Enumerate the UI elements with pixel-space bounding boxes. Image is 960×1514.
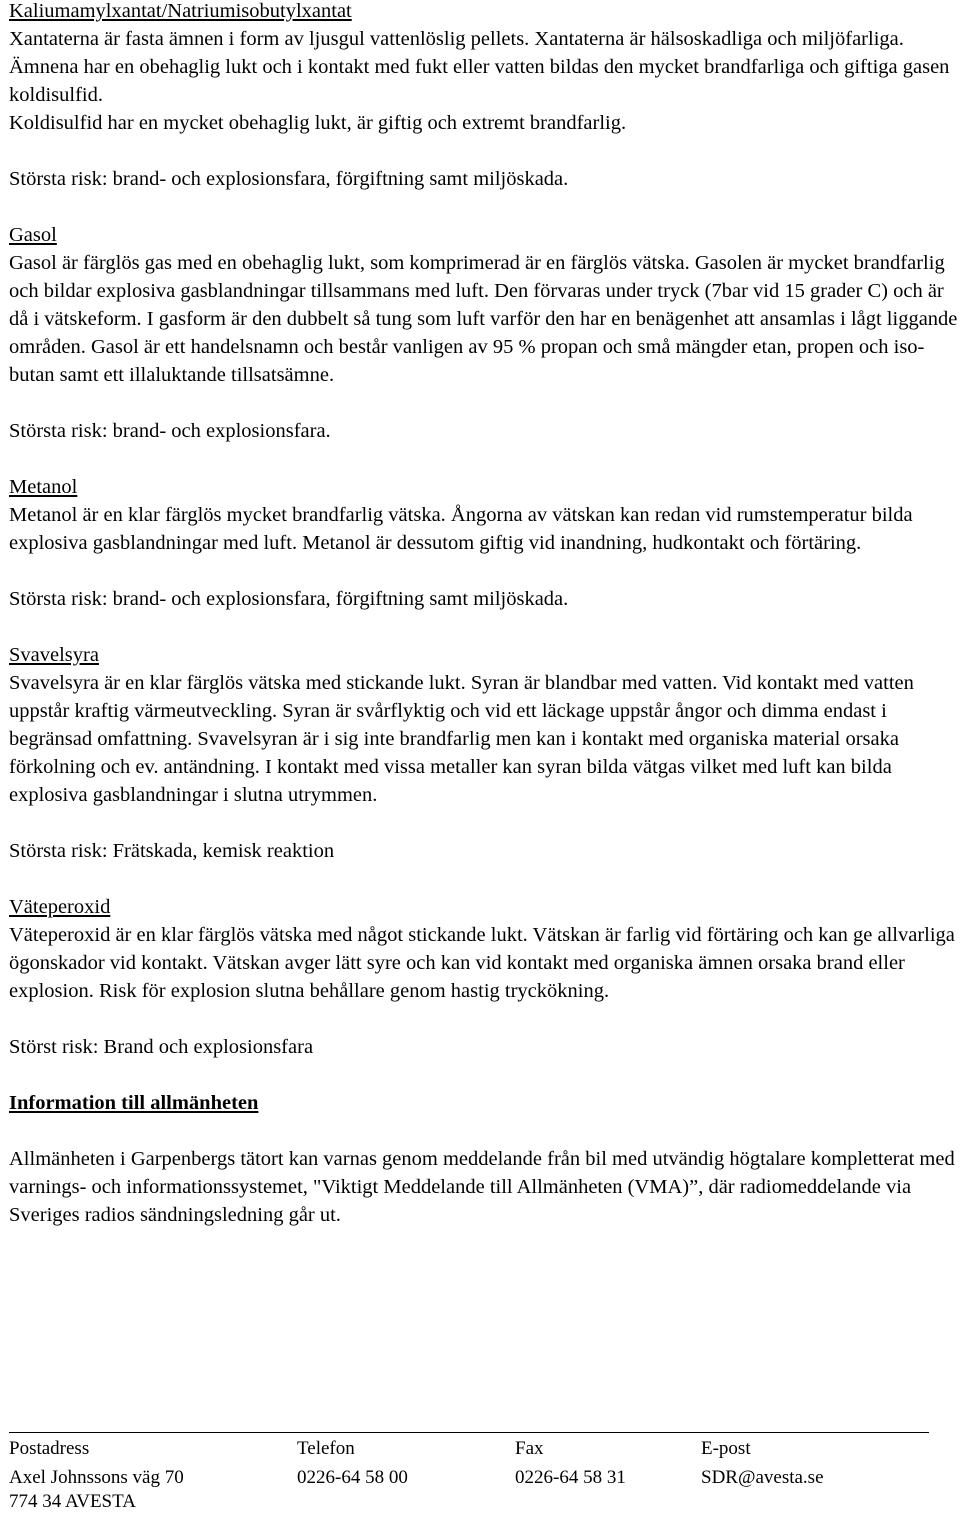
footer-postal: 774 34 AVESTA: [9, 1491, 136, 1512]
section-body-metanol: Metanol är en klar färglös mycket brandfarlig vätska. Ångorna av vätskan kan redan vid rumstemperatur bilda explosiva gasblandningar med luft. Metanol är dessutom giftig vid inandning, hudkontakt och förtäring.: [9, 504, 913, 554]
section-body-vateperoxid: Väteperoxid är en klar färglös vätska med något stickande lukt. Vätskan är farlig vid förtäring och kan ge allvarliga ögonskador vid kontakt. Vätskan avger lätt syre och kan vid kontakt med organiska ämnen orsaka brand eller explosion. Risk för explosion slutna behållare genom hastig tryckökning.: [9, 924, 955, 1002]
footer-label-phone: Telefon: [297, 1438, 355, 1459]
footer-fax: 0226-64 58 31: [515, 1467, 626, 1488]
risk-statement-metanol: Största risk: brand- och explosionsfara, förgiftning samt miljöskada.: [9, 588, 569, 610]
section-body-information: Allmänheten i Garpenbergs tätort kan varnas genom meddelande från bil med utvändig högtalare kompletterat med varnings- och informationssystemet, "Viktigt Meddelande till Allmänheten (VMA)”, där radiomeddelande via Sveriges radios sändningsledning går ut.: [9, 1148, 955, 1226]
section-title-information: Information till allmänheten: [9, 1092, 259, 1114]
footer-address: [9, 1466, 297, 1514]
section-title-metanol: Metanol: [9, 476, 78, 498]
section-body-gasol: Gasol är färglös gas med en obehaglig lukt, som komprimerad är en färglös vätska. Gasolen är mycket brandfarlig och bildar explosiva gasblandningar tillsammans med luft. Den förvaras under tryck (7bar vid 15 grader C) och är då i vätskeform. I gasform är den dubbelt så tung som luft varför den har en benägenhet att ansamlas i lågt liggande områden. Gasol är ett handelsnamn och består vanligen av 95 % propan och små mängder etan, propen och iso-butan samt ett illaluktande tillsatsämne.: [9, 252, 958, 386]
footer-email: SDR@avesta.se: [701, 1467, 824, 1488]
risk-statement-svavelsyra: Största risk: Frätskada, kemisk reaktion: [9, 840, 335, 862]
risk-statement-gasol: Största risk: brand- och explosionsfara.: [9, 420, 331, 442]
page-footer: [9, 1432, 929, 1514]
footer-phone: 0226-64 58 00: [297, 1467, 408, 1488]
footer-label-email: E-post: [701, 1438, 751, 1459]
risk-statement-vateperoxid: Störst risk: Brand och explosionsfara: [9, 1036, 314, 1058]
section-body-xantat: Xantaterna är fasta ämnen i form av ljusgul vattenlöslig pellets. Xantaterna är hälsoskadliga och miljöfarliga. Ämnena har en obehaglig lukt och i kontakt med fukt eller vatten bildas den mycket brandfarliga och giftiga gasen koldisulfid.: [9, 28, 950, 106]
footer-label-row: [9, 1437, 929, 1461]
section-body-svavelsyra: Svavelsyra är en klar färglös vätska med stickande lukt. Syran är blandbar med vatten. Vid kontakt med vatten uppstår kraftig värmeutveckling. Syran är svårflyktig och vid ett läckage uppstår ångor och dimma endast i begränsad omfattning. Svavelsyran är i sig inte brandfarlig men kan i kontakt med organiska material orsaka förkolning och ev. antändning. I kontakt med vissa metaller kan syran bilda vätgas vilket med luft kan bilda explosiva gasblandningar i slutna utrymmen.: [9, 672, 914, 806]
section-title-gasol: Gasol: [9, 224, 57, 246]
footer-label-fax: Fax: [515, 1438, 544, 1459]
section-body-koldisulfid: Koldisulfid har en mycket obehaglig lukt, är giftig och extremt brandfarlig.: [9, 112, 627, 134]
section-title-vateperoxid: Väteperoxid: [9, 896, 111, 918]
footer-value-row: [9, 1466, 929, 1514]
risk-statement-xantat: Största risk: brand- och explosionsfara, förgiftning samt miljöskada.: [9, 168, 569, 190]
document-page: [9, 0, 959, 1229]
footer-street: Axel Johnssons väg 70: [9, 1467, 184, 1488]
section-title-svavelsyra: Svavelsyra: [9, 644, 99, 666]
footer-label-address: Postadress: [9, 1438, 90, 1459]
section-title-xantat: Kaliumamylxantat/Natriumisobutylxantat: [9, 0, 352, 22]
